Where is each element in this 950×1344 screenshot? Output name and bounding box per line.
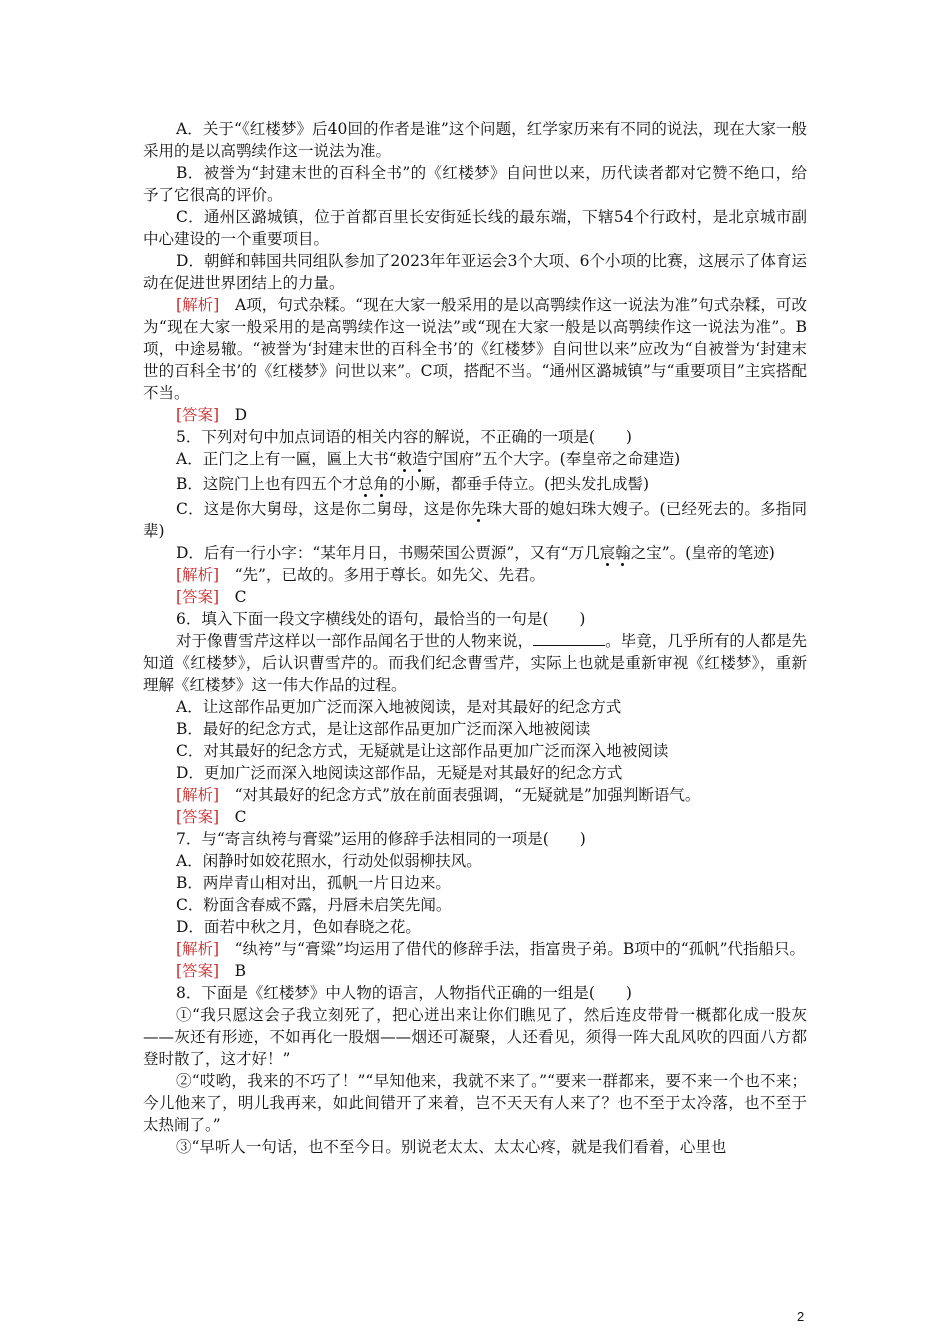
q4-option-c: C．通州区潞城镇，位于首都百里长安街延长线的最东端，下辖54个行政村，是北京城市副中心建设的一个重要项目。 xyxy=(143,208,807,248)
q5-c-text-1: C．这是你大舅母，这是你二舅母，这是你 xyxy=(176,500,471,518)
answer-tag: [答案] xyxy=(176,406,220,424)
q6-option-a: A．让这部作品更加广泛而深入地被阅读，是对其最好的纪念方式 xyxy=(176,698,622,716)
q7-option-b: B．两岸青山相对出，孤帆一片日边来。 xyxy=(176,874,451,892)
q5-option-c xyxy=(143,498,807,542)
q4-option-a: A．关于“《红楼梦》后40回的作者是谁”这个问题，红学家历来有不同的说法，现在大家一般采用的是以高鹗续作这一说法为准。 xyxy=(143,120,807,160)
q5-option-b xyxy=(143,473,807,495)
q7-stem: 7．与“寄言纨袴与膏粱”运用的修辞手法相同的一项是( ) xyxy=(176,830,586,848)
q5-d-text-2: 之宝”。(皇帝的笔迹) xyxy=(630,544,775,562)
q7-option-a: A．闲静时如姣花照水，行动处似弱柳扶风。 xyxy=(176,852,482,870)
q4-option-d: D．朝鲜和韩国共同组队参加了2023年年亚运会3个大项、6个小项的比赛，这展示了体育运动在促进世界团结上的力量。 xyxy=(143,252,807,292)
q6-passage-2: 。毕竟，几乎所有的人都是先知道《红楼梦》，后认识曹雪芹的。而我们纪念曹雪芹，实际上也就是重新审视《红楼梦》，重新理解《红楼梦》这一伟大作品的过程。 xyxy=(143,632,807,694)
q8-sentence-3: ③“早听人一句话，也不至今日。别说老太太、太太心疼，就是我们看着，心里也 xyxy=(176,1138,727,1156)
fill-blank xyxy=(533,630,605,646)
q5-d-text-1: D．后有一行小字：“某年月日，书赐荣国公贾源”，又有“万几 xyxy=(176,544,600,562)
q5-option-a xyxy=(143,448,807,470)
analysis-tag: [解析] xyxy=(176,296,220,314)
q7-option-d: D．面若中秋之月，色如春晓之花。 xyxy=(176,918,421,936)
q6-stem: 6．填入下面一段文字横线处的语句，最恰当的一句是( ) xyxy=(176,610,586,628)
q8-stem: 8．下面是《红楼梦》中人物的语言，人物指代正确的一组是( ) xyxy=(176,984,632,1002)
analysis-tag: [解析] xyxy=(176,566,220,584)
q8-sentence-1: ①“我只愿这会子我立刻死了，把心迸出来让你们瞧见了，然后连皮带骨一概都化成一股灰——灰还有形迹，不如再化一股烟——烟还可凝聚，人还看见，须得一阵大乱风吹的四面八方都登时散了，这才好！” xyxy=(143,1006,807,1068)
q5-a-text-1: A．正门之上有一匾，匾上大书“ xyxy=(176,450,397,468)
q6-option-c: C．对其最好的纪念方式，无疑就是让这部作品更加广泛而深入地被阅读 xyxy=(176,742,669,760)
analysis-tag: [解析] xyxy=(176,940,220,958)
q4-analysis xyxy=(143,294,807,404)
emphasis-char: 先 xyxy=(470,500,487,518)
q7-answer xyxy=(143,960,807,982)
q7-option-c: C．粉面含春威不露，丹唇未启笑先闻。 xyxy=(176,896,452,914)
emphasis-char: 敕 xyxy=(396,450,413,468)
answer-tag: [答案] xyxy=(176,808,220,826)
q4-option-b: B．被誉为“封建末世的百科全书”的《红楼梦》自问世以来，历代读者都对它赞不绝口，给予了它很高的评价。 xyxy=(143,164,807,204)
answer-tag: [答案] xyxy=(176,588,220,606)
analysis-text: “对其最好的纪念方式”放在前面表强调，“无疑就是”加强判断语气。 xyxy=(234,786,701,804)
q4-answer xyxy=(143,404,807,426)
emphasis-char: 角 xyxy=(373,475,389,493)
emphasis-char: 翰 xyxy=(615,544,631,562)
answer-value: D xyxy=(234,406,248,424)
analysis-text: A项，句式杂糅。“现在大家一般采用的是以高鹗续作这一说法为准”句式杂糅，可改为“现在大家一般采用的是高鹗续作这一说法”或“现在大家一般是以高鹗续作这一说法为准”。B项，中途易辙。“被誉为‘封建末世的百科全书’的《红楼梦》自问世以来”应改为“自被誉为‘封建末世的百科全书’的《红楼梦》问世以来”。C项，搭配不当。“通州区潞城镇”与“重要项目”主宾搭配不当。 xyxy=(143,296,807,402)
q5-analysis xyxy=(143,564,807,586)
q6-passage xyxy=(143,630,807,696)
q5-option-d xyxy=(143,542,807,564)
page-number: 2 xyxy=(797,1309,805,1324)
q5-c-text-2: 珠大哥的媳妇珠大嫂子。(已经死去的。多指同辈) xyxy=(143,500,807,540)
q6-passage-1: 对于像曹雪芹这样以一部作品闻名于世的人物来说， xyxy=(176,632,534,650)
emphasis-char: 总 xyxy=(357,475,374,493)
emphasis-char: 宸 xyxy=(599,544,616,562)
emphasis-char: 造 xyxy=(412,450,428,468)
q6-option-b: B．最好的纪念方式，是让这部作品更加广泛而深入地被阅读 xyxy=(176,720,591,738)
q5-b-text-2: 的小厮，都垂手侍立。(把头发扎成髻) xyxy=(388,475,650,493)
q6-option-d: D．更加广泛而深入地阅读这部作品，无疑是对其最好的纪念方式 xyxy=(176,764,623,782)
analysis-text: “先”，已故的。多用于尊长。如先父、先君。 xyxy=(234,566,545,584)
document-body xyxy=(143,118,807,1158)
q5-b-text-1: B．这院门上也有四五个才 xyxy=(176,475,358,493)
q7-analysis xyxy=(143,938,807,960)
answer-value: B xyxy=(234,962,247,980)
q5-answer xyxy=(143,586,807,608)
q5-a-text-2: 宁国府”五个大字。(奉皇帝之命建造) xyxy=(427,450,681,468)
answer-tag: [答案] xyxy=(176,962,220,980)
q6-analysis xyxy=(143,784,807,806)
q5-stem: 5．下列对句中加点词语的相关内容的解说，不正确的一项是( ) xyxy=(176,428,632,446)
answer-value: C xyxy=(234,588,247,606)
answer-value: C xyxy=(234,808,247,826)
analysis-text: “纨袴”与“膏粱”均运用了借代的修辞手法，指富贵子弟。B项中的“孤帆”代指船只。 xyxy=(234,940,806,958)
q8-sentence-2: ②“哎哟，我来的不巧了！”“早知他来，我就不来了。”“要来一群都来，要不来一个也不来；今儿他来了，明儿我再来，如此间错开了来着，岂不天天有人来了？也不至于太冷落，也不至于太热闹了。” xyxy=(143,1072,807,1134)
analysis-tag: [解析] xyxy=(176,786,220,804)
q6-answer xyxy=(143,806,807,828)
